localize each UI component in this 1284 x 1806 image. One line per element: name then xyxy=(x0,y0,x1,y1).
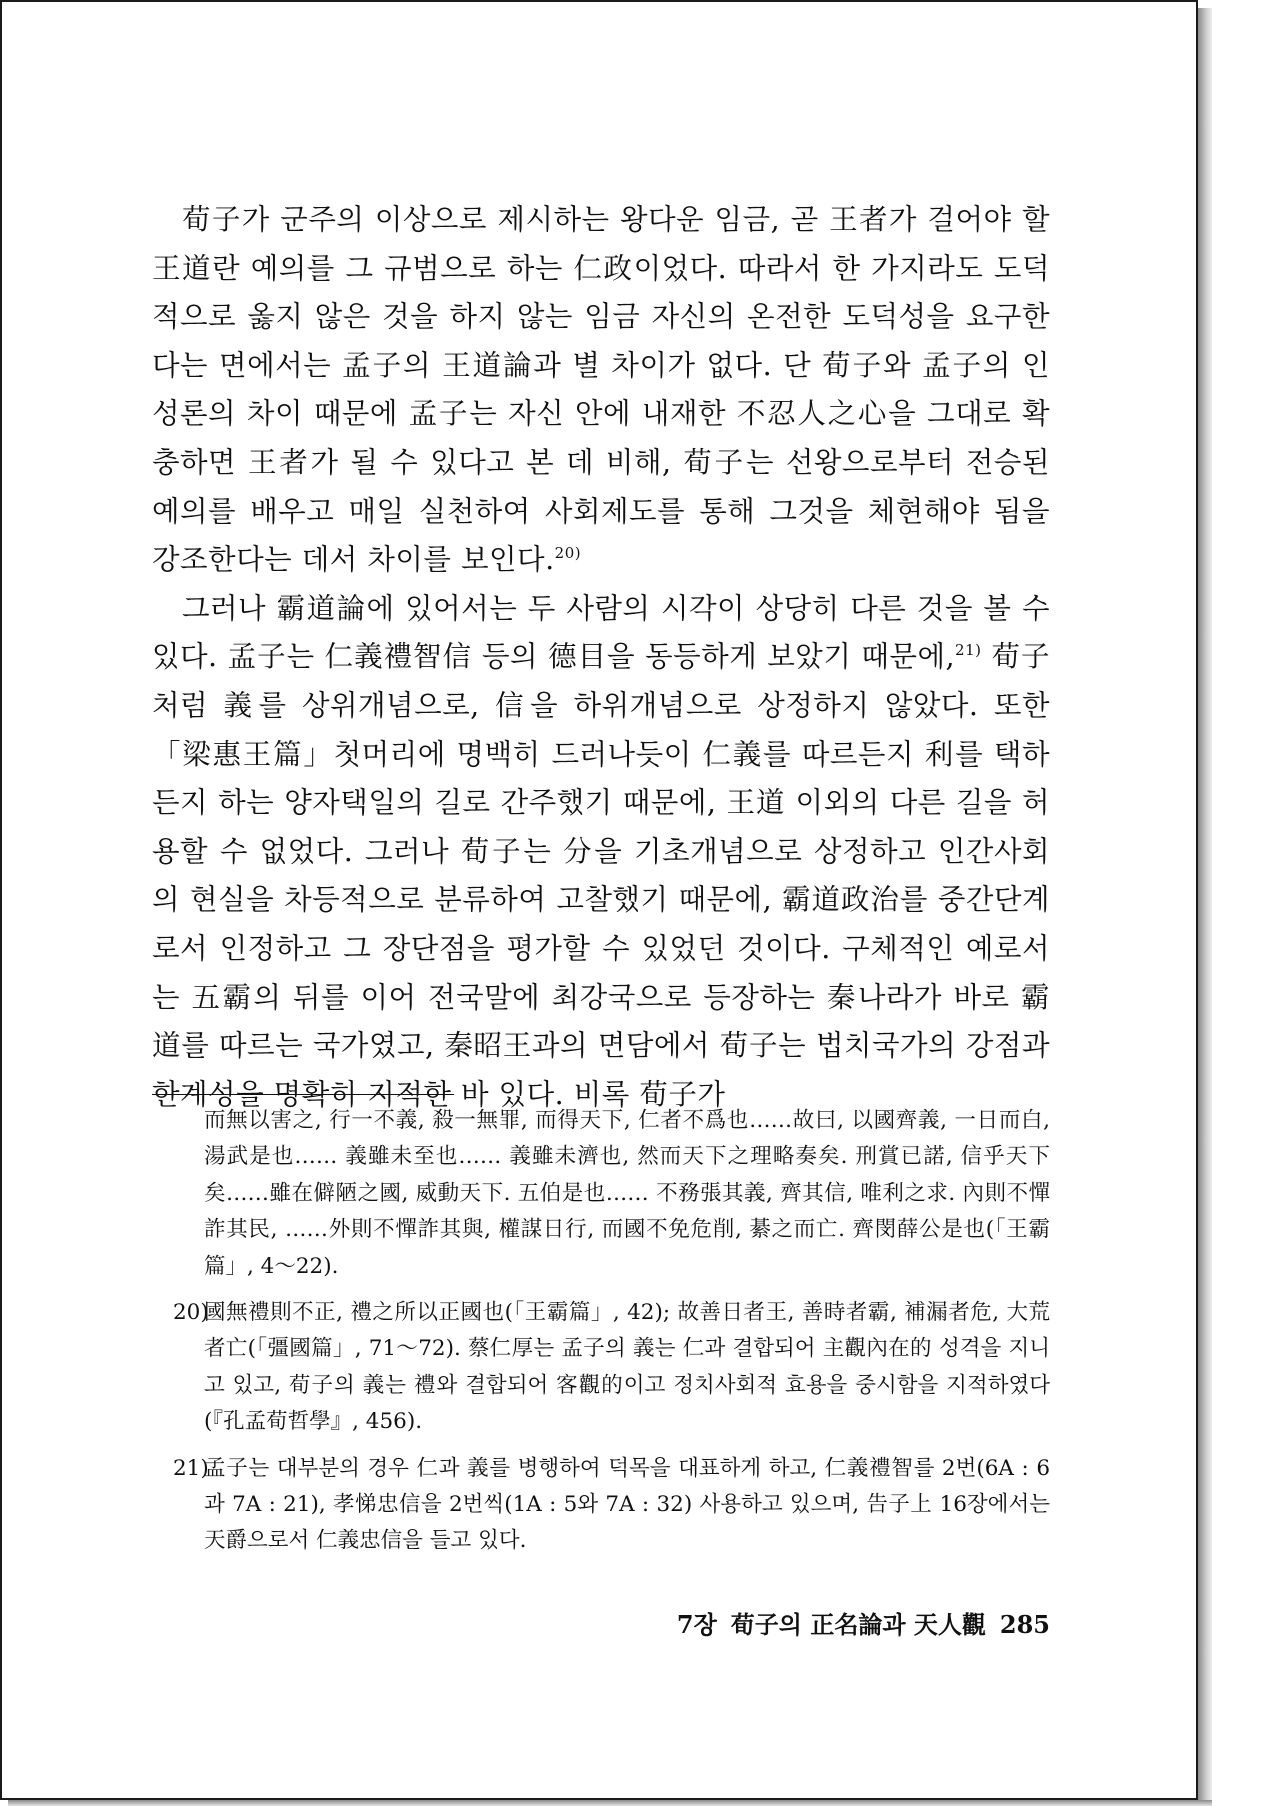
footnote-divider xyxy=(152,1094,454,1095)
main-body-text xyxy=(152,196,1050,1119)
page-number: 285 xyxy=(999,1610,1050,1639)
note-ref-21: 21) xyxy=(955,641,982,660)
footnote-text: 孟子는 대부분의 경우 仁과 義를 병행하여 덕목을 대표하게 하고, 仁義禮智를 2번(6A : 6과 7A : 21), 孝悌忠信을 2번씩(1A : 5와 7A : 32) 사용하고 있으며, 告子上 16장에서는 天爵으로서 仁義忠信을 들고 있다. xyxy=(204,1455,1050,1554)
running-footer xyxy=(600,1605,1050,1640)
chapter-title: 荀子의 正名論과 天人觀 xyxy=(730,1610,986,1639)
paragraph-2-text-a: 그러나 霸道論에 있어서는 두 사람의 시각이 상당히 다른 것을 볼 수 있다. 孟子는 仁義禮智信 등의 德目을 동등하게 보았기 때문에, xyxy=(152,591,1050,674)
page-edge-shadow xyxy=(1198,8,1212,1806)
paragraph-2-text-b: 荀子처럼 義를 상위개념으로, 信을 하위개념으로 상정하지 않았다. 또한「梁惠王篇」첫머리에 명백히 드러나듯이 仁義를 따르든지 利를 택하든지 하는 양자택일의 길로 간주했기 때문에, 王道 이외의 다른 길을 허용할 수 없었다. 그러나 荀子는 分을 기초개념으로 상정하고 인간사회의 현실을 차등적으로 분류하여 고찰했기 때문에, 霸道政治를 중간단계로서 인정하고 그 장단점을 평가할 수 있었던 것이다. 구체적인 예로서는 五霸의 뒤를 이어 전국말에 최강국으로 등장하는 秦나라가 바로 霸道를 따르는 국가였고, 秦昭王과의 면담에서 荀子는 법치국가의 강점과 한계성을 명확히 지적한 바 있다. 비록 荀子가 xyxy=(152,640,1050,1111)
paragraph-1-text: 荀子가 군주의 이상으로 제시하는 왕다운 임금, 곧 王者가 걸어야 할 王道란 예의를 그 규범으로 하는 仁政이었다. 따라서 한 가지라도 도덕적으로 옳지 않은 것을 하지 않는 임금 자신의 온전한 도덕성을 요구한다는 면에서는 孟子의 王道論과 별 차이가 없다. 단 荀子와 孟子의 인성론의 차이 때문에 孟子는 자신 안에 내재한 不忍人之心을 그대로 확충하면 王者가 될 수 있다고 본 데 비해, 荀子는 선왕으로부터 전승된 예의를 배우고 매일 실천하여 사회제도를 통해 그것을 체현해야 됨을 강조한다는 데서 차이를 보인다. xyxy=(152,203,1050,577)
note-ref-20: 20) xyxy=(554,544,582,563)
footnote-number: 20) xyxy=(173,1300,209,1326)
footnote-20 xyxy=(173,1295,1050,1441)
footnotes-section xyxy=(173,1103,1050,1570)
paragraph-1 xyxy=(152,196,1050,585)
paragraph-2 xyxy=(152,585,1050,1120)
footnote-text: 國無禮則不正, 禮之所以正國也(「王霸篇」, 42); 故善日者王, 善時者霸, 補漏者危, 大荒者亡(「彊國篇」, 71～72). 蔡仁厚는 孟子의 義는 仁과 결합되어 主觀內在的 성격을 지니고 있고, 荀子의 義는 禮와 결합되어 客觀的이고 정치사회적 효용을 중시함을 지적하였다(『孔孟荀哲學』, 456). xyxy=(204,1300,1050,1435)
footnote-number: 21) xyxy=(173,1455,209,1481)
footnote-21 xyxy=(173,1451,1050,1560)
chapter-label: 7장 xyxy=(676,1610,717,1639)
page-bottom-shadow xyxy=(8,1800,1212,1806)
footnote-continuation: 而無以害之, 行一不義, 殺一無罪, 而得天下, 仁者不爲也……故曰, 以國齊義, 一日而白, 湯武是也…… 義雖未至也…… 義雖未濟也, 然而天下之理略奏矣. 刑賞已諾, 信乎天下矣……雖在僻陋之國, 威動天下. 五伯是也…… 不務張其義, 齊其信, 唯利之求. 內則不憚詐其民, ……外則不憚詐其與, 權謀日行, 而國不免危削, 綦之而亡. 齊閔薛公是也(「王霸篇」, 4～22). xyxy=(204,1108,1050,1279)
